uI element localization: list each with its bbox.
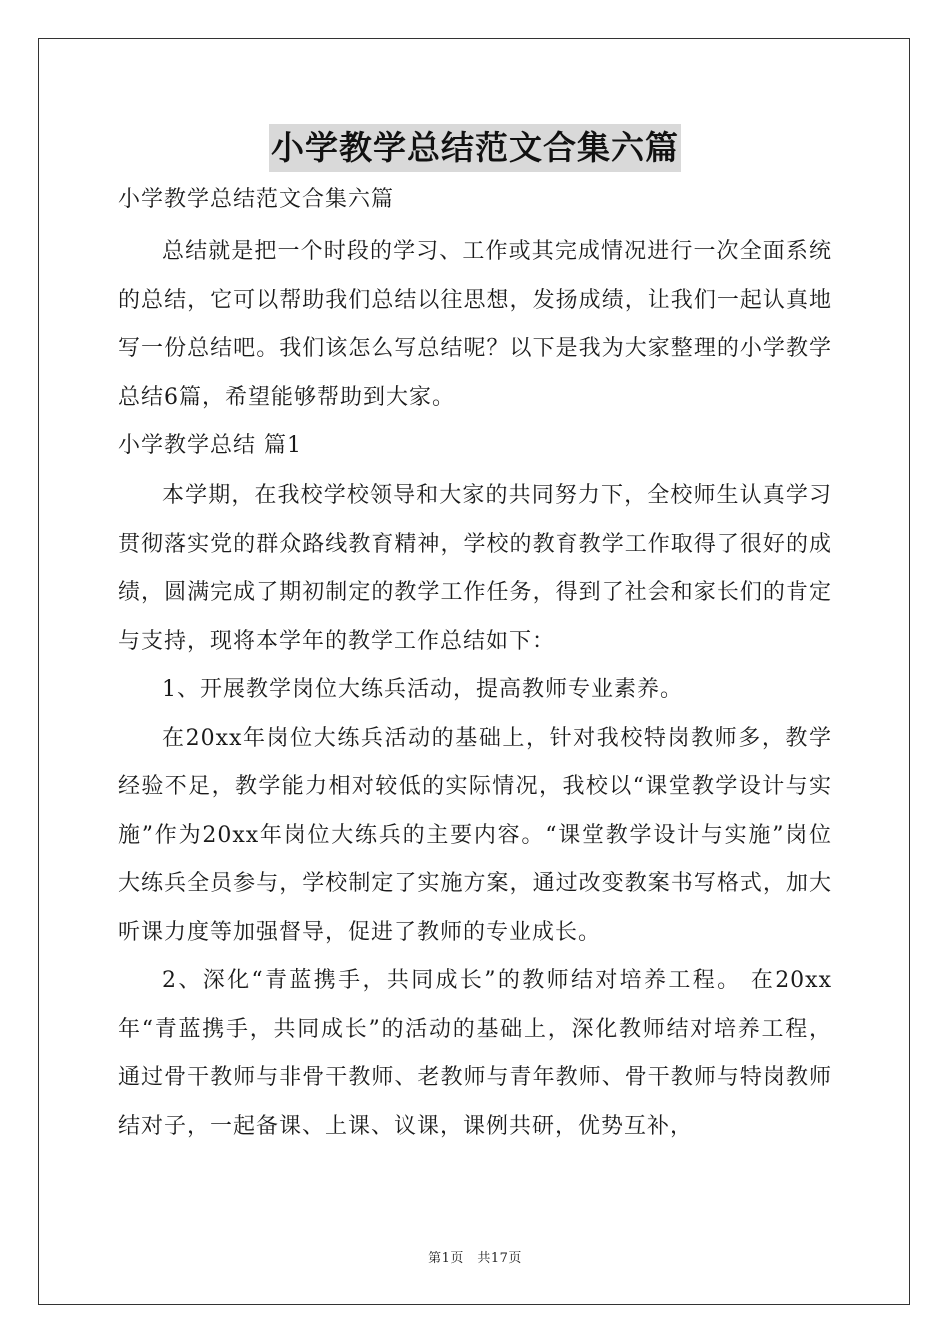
body-paragraph-2: 1、开展教学岗位大练兵活动，提高教师专业素养。 [162, 677, 683, 702]
document-body [118, 180, 832, 1151]
page-footer: 第1页 共17页 [428, 1251, 522, 1266]
intro-paragraph: 总结就是把一个时段的学习、工作或其完成情况进行一次全面系统的总结，它可以帮助我们总结以往思想，发扬成绩，让我们一起认真地写一份总结吧。我们该怎么写总结呢？以下是我为大家整理的小学教学总结6篇，希望能够帮助到大家。 [118, 239, 832, 410]
body-paragraph-1: 本学期，在我校学校领导和大家的共同努力下，全校师生认真学习贯彻落实党的群众路线教育精神，学校的教育教学工作取得了很好的成绩，圆满完成了期初制定的教学工作任务，得到了社会和家长们的肯定与支持，现将本学年的教学工作总结如下： [118, 483, 832, 654]
section-heading: 小学教学总结 篇1 [118, 433, 302, 458]
document-subtitle: 小学教学总结范文合集六篇 [118, 187, 395, 212]
title-container [0, 124, 950, 172]
body-paragraph-4: 2、深化“青蓝携手，共同成长”的教师结对培养工程。 在20xx年“青蓝携手，共同成长”的活动的基础上，深化教师结对培养工程，通过骨干教师与非骨干教师、老教师与青年教师、骨干教师与特岗教师结对子，一起备课、上课、议课，课例共研，优势互补， [118, 968, 832, 1139]
document-title: 小学教学总结范文合集六篇 [269, 124, 681, 172]
body-paragraph-3: 在20xx年岗位大练兵活动的基础上，针对我校特岗教师多，教学经验不足，教学能力相对较低的实际情况，我校以“课堂教学设计与实施”作为20xx年岗位大练兵的主要内容。“课堂教学设计与实施”岗位大练兵全员参与，学校制定了实施方案，通过改变教案书写格式，加大听课力度等加强督导，促进了教师的专业成长。 [118, 725, 832, 945]
